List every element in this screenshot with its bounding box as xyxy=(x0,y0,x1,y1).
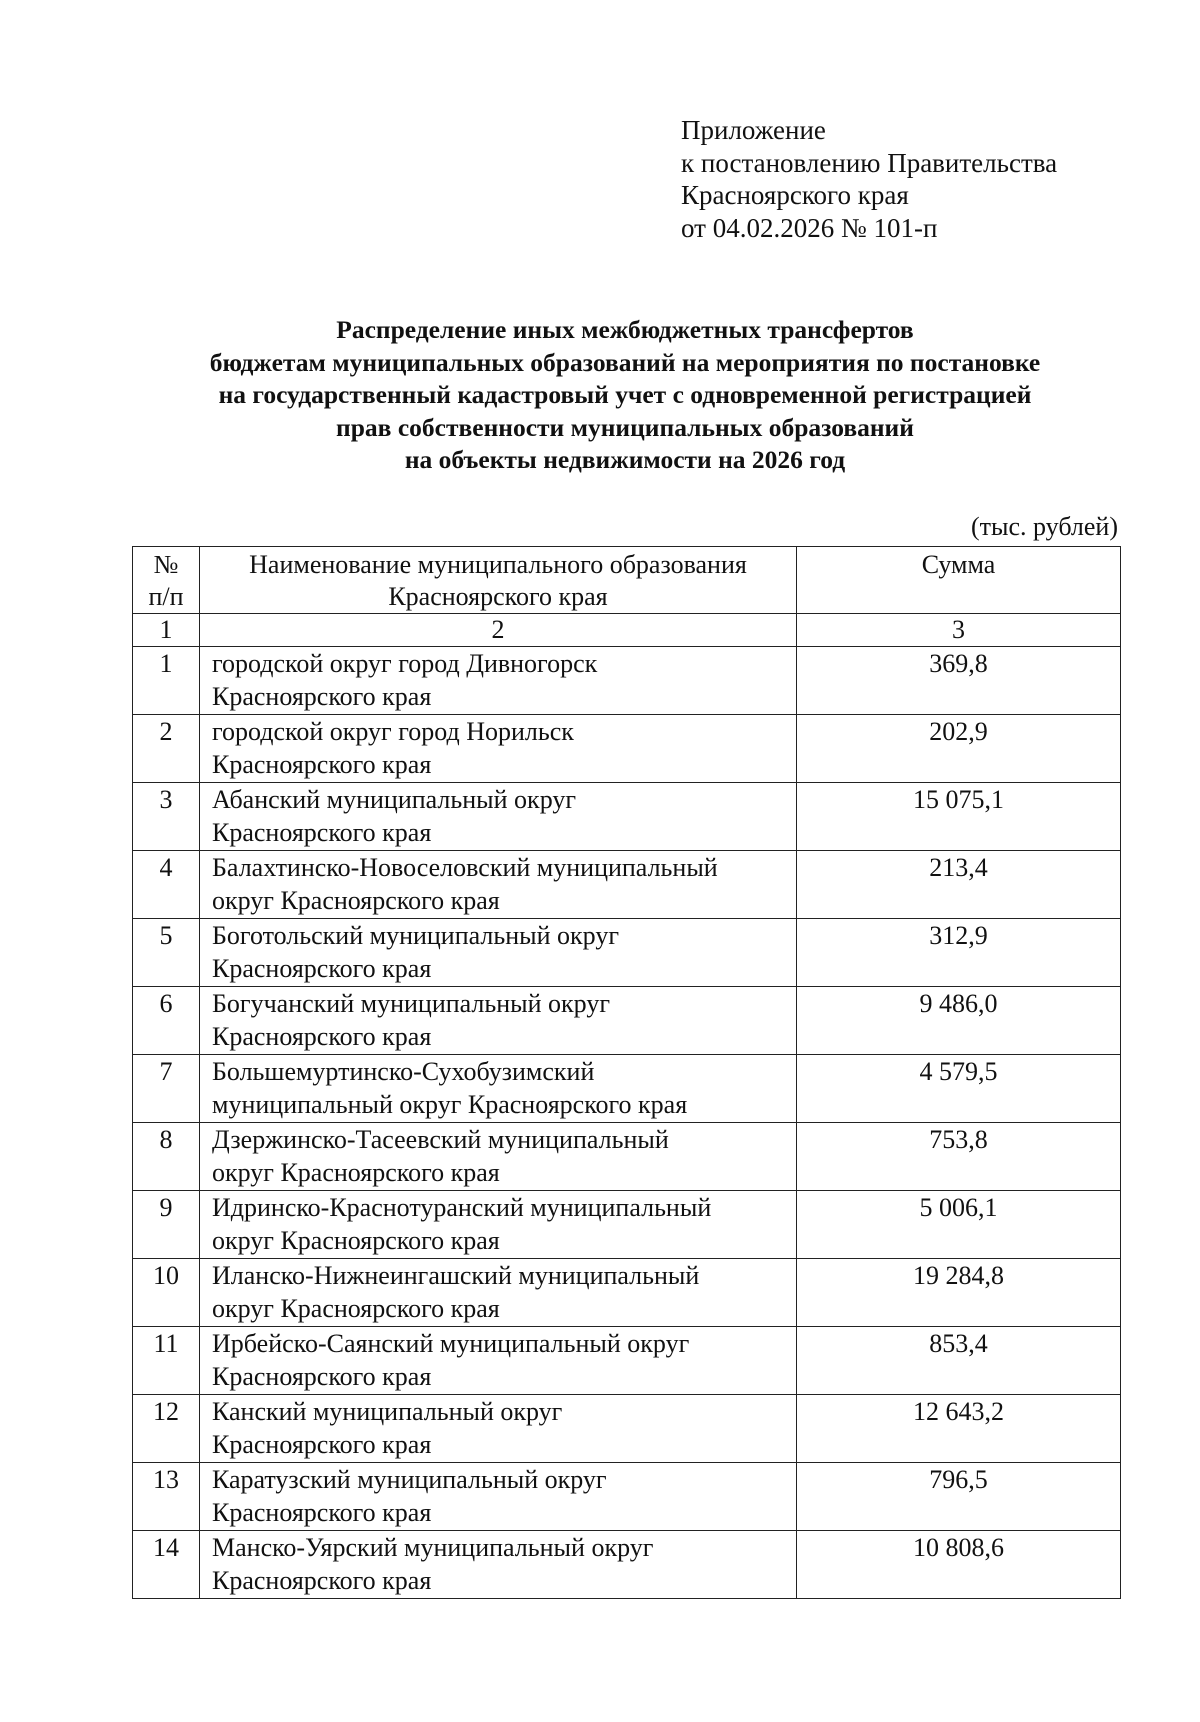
row-name-cell xyxy=(200,1531,797,1599)
row-name-line1: городской округ город Норильск xyxy=(212,717,574,746)
row-sum-cell: 202,9 xyxy=(797,715,1121,783)
appendix-block xyxy=(681,114,1057,244)
table-row xyxy=(133,1463,1121,1531)
row-sum-cell: 19 284,8 xyxy=(797,1259,1121,1327)
row-number-cell: 14 xyxy=(133,1531,200,1599)
table-row xyxy=(133,919,1121,987)
document-title xyxy=(100,314,1150,477)
row-sum-cell: 853,4 xyxy=(797,1327,1121,1395)
row-name-line2: Красноярского края xyxy=(212,1497,432,1527)
row-sum-cell: 753,8 xyxy=(797,1123,1121,1191)
table-row xyxy=(133,1191,1121,1259)
header-number-cell xyxy=(133,547,200,614)
table-row xyxy=(133,851,1121,919)
table-row xyxy=(133,987,1121,1055)
column-numbers-row xyxy=(133,614,1121,647)
row-name-line1: Большемуртинско-Сухобузимский xyxy=(212,1057,595,1086)
row-name-line1: Идринско-Краснотуранский муниципальный xyxy=(212,1193,712,1222)
header-name-cell xyxy=(200,547,797,614)
row-number-cell: 2 xyxy=(133,715,200,783)
row-name-line2: округ Красноярского края xyxy=(212,1225,500,1255)
title-line: бюджетам муниципальных образований на мероприятия по постановке xyxy=(209,347,1041,377)
row-number-cell: 8 xyxy=(133,1123,200,1191)
row-sum-cell: 4 579,5 xyxy=(797,1055,1121,1123)
row-name-cell xyxy=(200,783,797,851)
row-number-cell: 5 xyxy=(133,919,200,987)
row-number-cell: 13 xyxy=(133,1463,200,1531)
table-row xyxy=(133,1531,1121,1599)
row-sum-cell: 10 808,6 xyxy=(797,1531,1121,1599)
header-name-line2: Красноярского края xyxy=(388,582,608,611)
row-name-line1: городской округ город Дивногорск xyxy=(212,649,598,678)
row-sum-cell: 9 486,0 xyxy=(797,987,1121,1055)
row-name-line1: Манско-Уярский муниципальный округ xyxy=(212,1533,654,1562)
appendix-line: от 04.02.2026 № 101-п xyxy=(681,212,938,243)
row-name-line2: Красноярского края xyxy=(212,1361,432,1391)
row-name-cell xyxy=(200,1327,797,1395)
row-sum-cell: 312,9 xyxy=(797,919,1121,987)
row-name-line2: муниципальный округ Красноярского края xyxy=(212,1089,688,1119)
row-number-cell: 11 xyxy=(133,1327,200,1395)
row-name-cell xyxy=(200,919,797,987)
row-name-line1: Абанский муниципальный округ xyxy=(212,785,577,814)
table-row xyxy=(133,783,1121,851)
row-name-line2: округ Красноярского края xyxy=(212,1157,500,1187)
appendix-line: Красноярского края xyxy=(681,180,909,210)
column-number-cell: 1 xyxy=(133,614,200,647)
row-number-cell: 12 xyxy=(133,1395,200,1463)
table-row xyxy=(133,1123,1121,1191)
table-row xyxy=(133,647,1121,715)
row-number-cell: 4 xyxy=(133,851,200,919)
row-name-cell xyxy=(200,715,797,783)
row-name-cell xyxy=(200,987,797,1055)
title-line: на объекты недвижимости на 2026 год xyxy=(404,445,846,474)
row-number-cell: 1 xyxy=(133,647,200,715)
title-line: Распределение иных межбюджетных трансфертов xyxy=(336,315,914,344)
header-number-line1: № xyxy=(153,550,179,579)
table-row xyxy=(133,715,1121,783)
table-row xyxy=(133,1327,1121,1395)
column-number-cell: 2 xyxy=(200,614,797,647)
header-number-line2: п/п xyxy=(148,582,184,611)
row-name-cell xyxy=(200,1055,797,1123)
row-name-cell xyxy=(200,647,797,715)
distribution-table xyxy=(132,546,1121,1599)
title-line: прав собственности муниципальных образований xyxy=(336,412,914,442)
table-row xyxy=(133,1259,1121,1327)
row-name-cell xyxy=(200,1123,797,1191)
row-number-cell: 3 xyxy=(133,783,200,851)
row-number-cell: 7 xyxy=(133,1055,200,1123)
row-name-line2: Красноярского края xyxy=(212,1565,432,1595)
row-name-line1: Канский муниципальный округ xyxy=(212,1397,563,1426)
header-name-line1: Наименование муниципального образования xyxy=(249,550,747,579)
row-name-line1: Иланско-Нижнеингашский муниципальный xyxy=(212,1261,700,1290)
header-sum-cell: Сумма xyxy=(797,547,1121,614)
row-name-line1: Балахтинско-Новоселовский муниципальный xyxy=(212,853,718,882)
table-header-row xyxy=(133,547,1121,614)
row-name-line2: Красноярского края xyxy=(212,681,432,711)
row-name-line2: Красноярского края xyxy=(212,1429,432,1459)
column-number-cell: 3 xyxy=(797,614,1121,647)
row-sum-cell: 5 006,1 xyxy=(797,1191,1121,1259)
appendix-line: Приложение xyxy=(681,115,826,145)
table-row xyxy=(133,1395,1121,1463)
row-number-cell: 10 xyxy=(133,1259,200,1327)
row-name-cell xyxy=(200,851,797,919)
appendix-line: к постановлению Правительства xyxy=(681,147,1058,178)
row-sum-cell: 15 075,1 xyxy=(797,783,1121,851)
row-name-cell xyxy=(200,1259,797,1327)
row-name-line1: Боготольский муниципальный округ xyxy=(212,921,619,950)
row-name-line2: Красноярского края xyxy=(212,1021,432,1051)
units-label: (тыс. рублей) xyxy=(970,512,1118,541)
row-name-line1: Дзержинско-Тасеевский муниципальный xyxy=(212,1125,669,1154)
row-name-cell xyxy=(200,1191,797,1259)
row-sum-cell: 12 643,2 xyxy=(797,1395,1121,1463)
row-name-line1: Ирбейско-Саянский муниципальный округ xyxy=(212,1329,690,1358)
row-name-line1: Каратузский муниципальный округ xyxy=(212,1465,607,1494)
row-name-line1: Богучанский муниципальный округ xyxy=(212,989,610,1018)
title-line: на государственный кадастровый учет с одновременной регистрацией xyxy=(218,380,1032,409)
row-name-line2: Красноярского края xyxy=(212,953,432,983)
row-name-line2: округ Красноярского края xyxy=(212,1293,500,1323)
row-number-cell: 9 xyxy=(133,1191,200,1259)
row-sum-cell: 796,5 xyxy=(797,1463,1121,1531)
row-name-line2: округ Красноярского края xyxy=(212,885,500,915)
row-name-cell xyxy=(200,1463,797,1531)
row-number-cell: 6 xyxy=(133,987,200,1055)
row-sum-cell: 213,4 xyxy=(797,851,1121,919)
table-row xyxy=(133,1055,1121,1123)
row-sum-cell: 369,8 xyxy=(797,647,1121,715)
row-name-line2: Красноярского края xyxy=(212,817,432,847)
row-name-line2: Красноярского края xyxy=(212,749,432,779)
row-name-cell xyxy=(200,1395,797,1463)
